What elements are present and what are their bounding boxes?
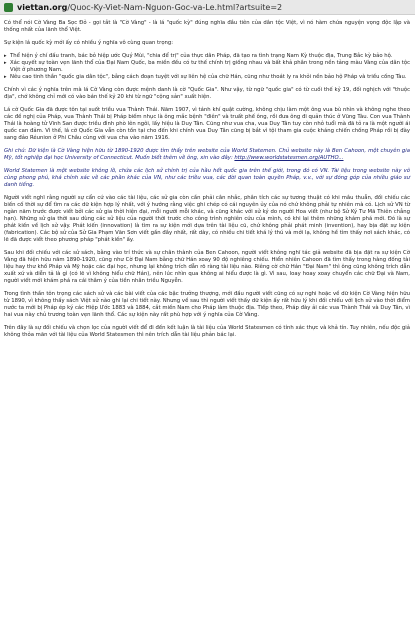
list-item: ▸ Xác quyết sự toàn vẹn lãnh thổ của Đại Nam Quốc, ba miền đều có tư thế chính trị giống nhau và bất khả phân trong nền tảng màu Vàng của dân tộc Việt ở phương Nam. [4, 60, 410, 74]
paragraph-cahoon: Sau khi đối chiếu với các sử sách, bằng vào trí thức và sự chân thành của Ben Cahoon, người viết không nghĩ tác giả website đã bịa đặt ra sự kiện Cờ Vàng đã hiện hữu năm 1890-1920, cũng như Cờ Đại Nam bằng chữ Hán xoay 90 độ nghiêng chiếu. Hiển nhiên Cahoon đã tìm thấy trong hàng đống tài liệu hay thư khố Pháp và Mỹ hoặc các đại học, nhưng lại không trích dẫn rõ ràng tài liệu nào. Riêng cờ chữ Hán "Đại Nam" thì ông cũng không trích dẫn xuất xứ và diễn tả là gì (có lẽ vì không hiểu chữ Hán), nên lúc nhìn qua không ai hiểu được là gì. Vì sau, loay hoay xoay chuyển các chữ Đại và Nam, người viết mới khám phá ra cái thâm ý của tiền nhân triều Nguyễn. [4, 250, 410, 284]
note-source [4, 148, 410, 162]
site-icon [4, 3, 13, 12]
address-bar[interactable] [0, 0, 415, 15]
url-text[interactable] [17, 3, 282, 12]
note-world-statesmen: World Statemen là một website không lồ, chứa các lịch sử chính trị của hầu hết quốc gia trên thế giới, trong đó có VN. Tài liệu trong website này vô cùng phong phú, khá chính xác về các phần khác của VN, như các triều vua, các đời quan toàn quyền Pháp, v.v., với sự đóng góp của nhiều giáo sư danh tiếng. [4, 168, 410, 188]
article-body [4, 20, 410, 345]
list-item: ▸ Thể hiện ý chí đấu tranh, bác bỏ hiệp ước Quý Mùi, "chia để trị" của thực dân Pháp, đã tạo ra tình trạng Nam Kỳ thuộc địa, Trung Bắc kỳ bảo hộ. [4, 53, 410, 60]
note-text: Ghi chú: Dữ kiện là Cờ Vàng hiện hữu từ 1890-1920 được tìm thấy trên website của World Statemen. Chủ website này là Ben Cahoon, một chuyên gia Mỹ, tốt nghiệp đại học University of Connecticut. Muốn biết thêm về ông, xin vào đây: [4, 148, 410, 161]
paragraph-method: Người viết nghĩ rằng người sự cẩn cứ vào các tài liệu, các sử gia còn cần phải cân nhắc, phân tích các sự tương thuật có khi mâu thuẫn, đối chiếu các biến cố thời sự để tìm ra các dữ kiện hợp lý nhất, với ý hướng rằng việc ghi chép có cái nguyên ủy của nó chứ không phải tự nhiên mà có. Lịch sử VN từ ngàn năm trước được viết bởi các sử gia thời hiện đại, mỗi người mỗi khác, và cũng khác với sử ký do người Hoa viết (như bộ Sử Ký Tư Mã Thiên chẳng hạn). Những sử gia thời sau dùng các sử liệu của người thời trước cho công trình nghiên cứu của mình, có khi lại thêm những khám phá mới. Đó là sự phát kiến về lịch sử vậy. Phát kiến (innovation) là tìm ra sự kiện mới dựa trên tài liệu cũ, chứ không phải phát minh (invention), hay bịa đặt sự kiện (fabrication). Các bộ sử của Sử Gia Phạm Văn Sơn viết gần đây nhất, rất dày, có nhiều chi tiết khá lý thú và mới lạ, không hề tìm thấy nơi sách khác, có lẽ đã được viết theo phương pháp "phát kiến" ấy. [4, 195, 410, 243]
paragraph-history: Lá cờ Quốc Gia đã được tôn tại suốt triều vua Thành Thái. Năm 1907, vì tánh khí quật cường, không chịu làm một ông vua bù nhìn và không nghe theo các đề nghị của Pháp, vua Thành Thái bị Pháp biếm nhục là ông mắc bệnh "điên" và truất phế ông, rồi đưa ông đi quản thúc ở Vũng Tàu. Con vua Thành Thái là hoàng tử Vĩnh San được triều đình phò lên ngôi, lấy hiệu là Duy Tân. Cũng như vua cha, vua Duy Tân tuy còn nhỏ tuổi mà đã tỏ ra là một người ái quốc can đảm. Vì thế, lá cờ Quốc Gia vẫn còn tồn tại cho đến khi chính vua Duy Tân cũng bị bắt vì tội tham gia cuộc kháng chiến chống Pháp rồi bị đày sang đảo Réunion ở Phi Châu cùng với vua cha vào năm 1916. [4, 107, 410, 141]
url-path: /Quoc-Ky-Viet-Nam-Nguon-Goc-va-Le.html?artsuite=2 [67, 2, 283, 12]
paragraph-conclusion: Trên đây là sự đối chiếu và chọn lọc của người viết để đi đến kết luận là tài liệu của World Statesmen có tính xác thực và khả tín. Tuy nhiên, nếu độc giả không thỏa mãn với tài liệu của World Statesmen thì nên trích dẫn tài liệu phản bác lại. [4, 325, 410, 338]
paragraph-intro: Có thể nói Cờ Vàng Ba Sọc Đỏ - gọi tắt là "Cờ Vàng" - là lá "quốc kỳ" đúng nghĩa đầu tiên của dân tộc Việt, vì nó hàm chứa nguyện vọng độc lập và thống nhất của lãnh thổ Việt. [4, 20, 410, 33]
list-item: ▸ Nêu cao tinh thần "quốc gia dân tộc", bằng cách đoạn tuyệt với sự liên hệ của chữ Hán, cũng như thoát ly ra khỏi nền bảo hộ Pháp và triều cống Tàu. [4, 74, 410, 81]
source-link[interactable]: http://www.worldstatesmen.org/AUTHO... [234, 155, 344, 161]
paragraph-verification: Trong tình thần tôn trọng các sách sử và các bài viết của các bậc trưởng thượng, mới đầu người viết cũng có sự nghi hoặc về dữ kiện Cờ Vàng hiện hữu từ 1890, vì không thấy sách Việt sử nào ghi lại chi tiết này. Nhưng về sau thì người viết thấy dữ kiện ấy rất hữu lý khi đối chiếu với lịch sử vào thời điểm nước ta mới bị Pháp ép ký các Hiệp Ước 1883 và 1884, cắt miền Nam cho Pháp làm thuộc địa. Tiếp theo, Pháp đày ải các vua Thành Thái và Duy Tân, vì hai vua này chủ trương toàn vẹn lãnh thổ. Các sự kiện này rất phù hợp với ý nghĩa của Cờ Vàng. [4, 291, 410, 318]
paragraph-meaning-lead: Sự kiện lá quốc kỳ mới ấy có nhiều ý nghĩa vô cùng quan trọng: [4, 40, 174, 46]
meaning-list [4, 53, 410, 81]
url-domain: viettan.org [17, 2, 68, 12]
paragraph-quoc-gia: Chính vì các ý nghĩa trên mà lá Cờ Vàng còn được mệnh danh là cờ "Quốc Gia". Như vậy, từ ngữ "quốc gia" có từ cuối thế kỷ 19, đối nghịch với "thuộc địa", chớ không chỉ mới có vào bán thế kỷ 20 khi từ ngữ "cộng sản" xuất hiện. [4, 87, 410, 100]
